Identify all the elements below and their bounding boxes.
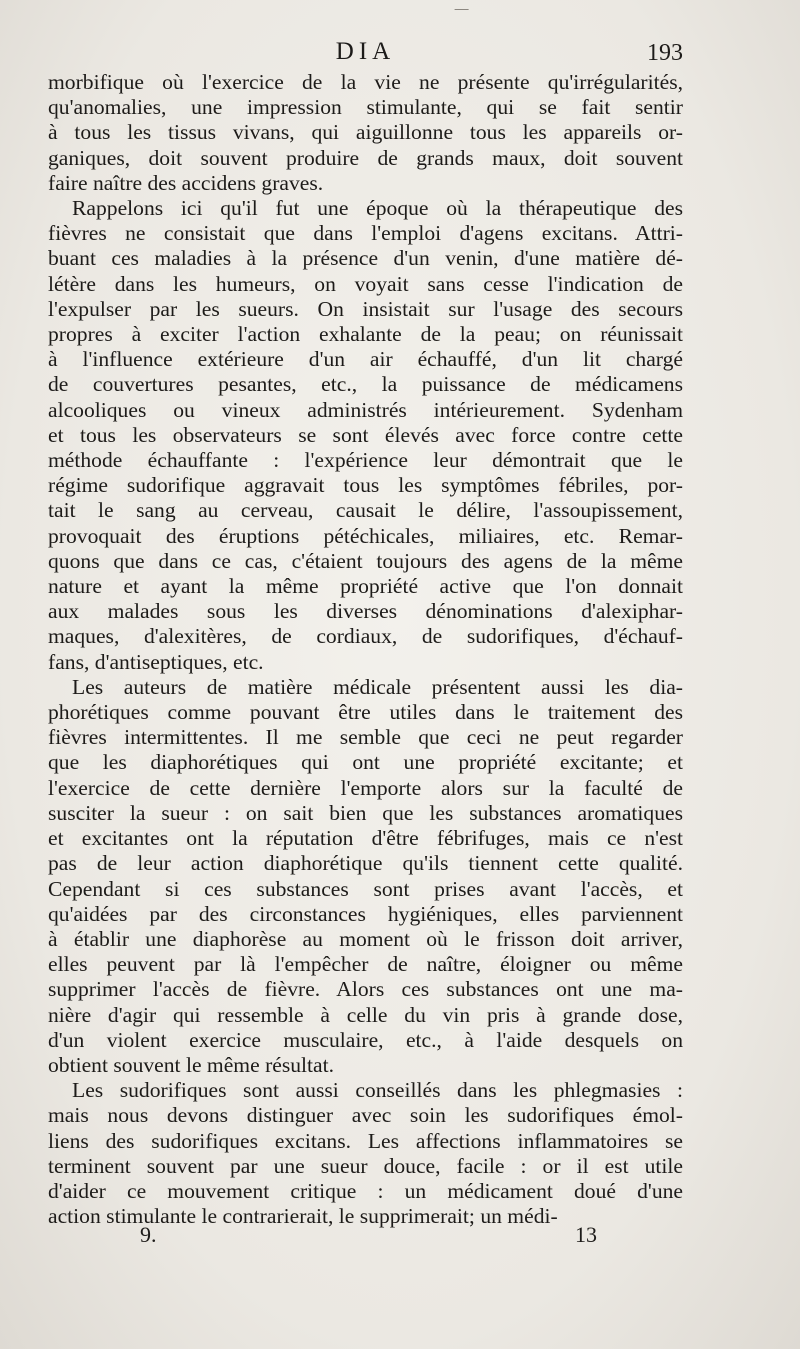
text-line: terminent souvent par une sueur douce, facile : or il est utile (48, 1153, 683, 1178)
signature-mark: 9. (140, 1222, 157, 1247)
text-line: l'exercice de cette dernière l'emporte alors sur la faculté de (48, 775, 683, 800)
text-line: maques, d'alexitères, de cordiaux, de sudorifiques, d'échauf- (48, 624, 683, 649)
body-text (48, 70, 683, 1229)
text-line: alcooliques ou vineux administrés intérieurement. Sydenham (48, 397, 683, 422)
text-line: nature et ayant la même propriété active que l'on donnait (48, 574, 683, 599)
paragraph (48, 1078, 683, 1229)
page-footer (48, 1222, 683, 1252)
text-line: que les diaphorétiques qui ont une propriété excitante; et (48, 750, 683, 775)
page-fold-mark (449, 0, 469, 10)
paragraph (48, 196, 683, 675)
text-line: elles peuvent par là l'empêcher de naître, éloigner ou même (48, 952, 683, 977)
text-line: à établir une diaphorèse au moment où le frisson doit arriver, (48, 926, 683, 951)
text-line: provoquait des éruptions pétéchicales, miliaires, etc. Remar- (48, 523, 683, 548)
text-line: propres à exciter l'action exhalante de la peau; on réunissait (48, 322, 683, 347)
text-line: supprimer l'accès de fièvre. Alors ces substances ont une ma- (48, 977, 683, 1002)
running-head: DIA (335, 38, 396, 65)
text-line: quons que dans ce cas, c'étaient toujours des agens de la même (48, 548, 683, 573)
text-line: méthode échauffante : l'expérience leur démontrait que le (48, 448, 683, 473)
text-line: fans, d'antiseptiques, etc. (48, 649, 264, 674)
paragraph (48, 70, 683, 196)
text-line: l'expulser par les sueurs. On insistait sur l'usage des secours (48, 296, 683, 321)
text-line: nière d'agir qui ressemble à celle du vin pris à grande dose, (48, 1002, 683, 1027)
text-line: action stimulante le contrarierait, le supprimerait; un médi- (48, 1204, 558, 1229)
text-line: mais nous devons distinguer avec soin les sudorifiques émol- (48, 1103, 683, 1128)
paragraph (48, 675, 683, 1078)
text-line: Cependant si ces substances sont prises avant l'accès, et (48, 876, 683, 901)
text-line: ganiques, doit souvent produire de grands maux, doit souvent (48, 145, 683, 170)
text-line: Rappelons ici qu'il fut une époque où la thérapeutique des (72, 196, 683, 221)
text-line: qu'anomalies, une impression stimulante, qui se fait sentir (48, 95, 683, 120)
text-line: et tous les observateurs se sont élevés avec force contre cette (48, 422, 683, 447)
text-line: Les auteurs de matière médicale présentent aussi les dia- (72, 674, 683, 699)
text-line: obtient souvent le même résultat. (48, 1052, 335, 1077)
page-header (48, 38, 683, 72)
text-line: régime sudorifique aggravait tous les symptômes fébriles, por- (48, 473, 683, 498)
text-line: phorétiques comme pouvant être utiles dans le traitement des (48, 700, 683, 725)
text-line: faire naître des accidens graves. (48, 170, 324, 195)
text-line: de couvertures pesantes, etc., la puissance de médicamens (48, 372, 683, 397)
text-line: à l'influence extérieure d'un air échauffé, d'un lit chargé (48, 347, 683, 372)
text-line: fièvres intermittentes. Il me semble que ceci ne peut regarder (48, 725, 683, 750)
text-line: aux malades sous les diverses dénominations d'alexiphar- (48, 599, 683, 624)
text-line: liens des sudorifiques excitans. Les affections inflammatoires se (48, 1128, 683, 1153)
text-line: pas de leur action diaphorétique qu'ils tiennent cette qualité. (48, 851, 683, 876)
text-line: tait le sang au cerveau, causait le délire, l'assoupissement, (48, 498, 683, 523)
text-line: létère dans les humeurs, on voyait sans cesse l'indication de (48, 271, 683, 296)
text-line: à tous les tissus vivans, qui aiguillonne tous les appareils or- (48, 120, 683, 145)
text-line: d'un violent exercice musculaire, etc., à l'aide desquels on (48, 1027, 683, 1052)
text-line: fièvres ne consistait que dans l'emploi d'agens excitans. Attri- (48, 221, 683, 246)
text-line: susciter la sueur : on sait bien que les substances aromatiques (48, 800, 683, 825)
text-line: d'aider ce mouvement critique : un médicament doué d'une (48, 1178, 683, 1203)
text-line: et excitantes ont la réputation d'être fébrifuges, mais ce n'est (48, 826, 683, 851)
text-line: qu'aidées par des circonstances hygiéniques, elles parviennent (48, 901, 683, 926)
page-number: 193 (647, 40, 683, 66)
sheet-number: 13 (575, 1222, 597, 1247)
text-line: morbifique où l'exercice de la vie ne présente qu'irrégularités, (48, 70, 683, 94)
text-line: Les sudorifiques sont aussi conseillés dans les phlegmasies : (72, 1078, 683, 1103)
text-line: buant ces maladies à la présence d'un venin, d'une matière dé- (48, 246, 683, 271)
